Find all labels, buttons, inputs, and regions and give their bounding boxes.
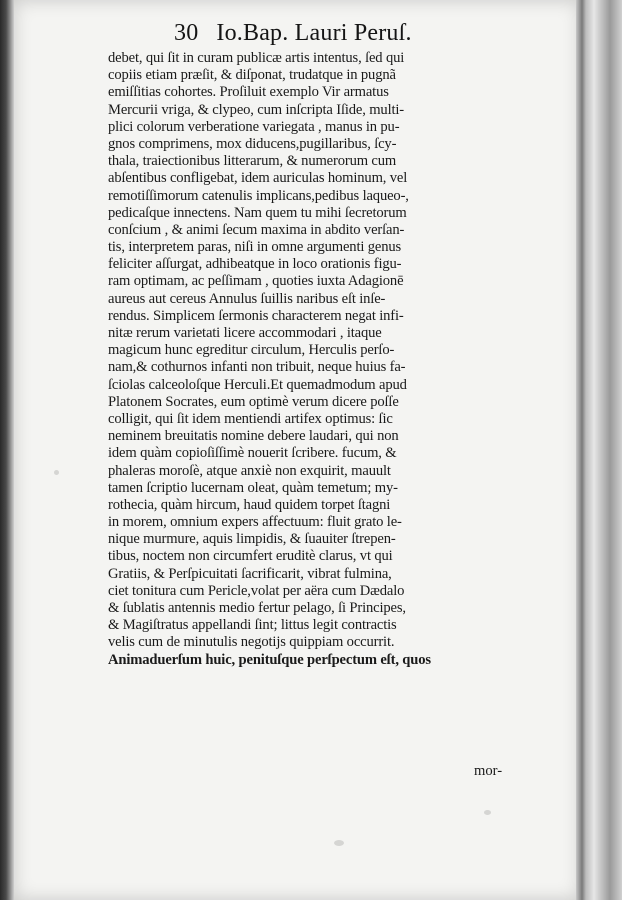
page-edge: [576, 0, 622, 900]
text-line: remotiſſimorum catenulis implicans,pedibus laqueo-,: [108, 187, 409, 204]
text-line: copiis etiam præſit, & diſponat, trudatque in pugnã: [108, 67, 396, 84]
paper-speck: [334, 840, 344, 846]
text-line: & ſublatis antennis medio fertur pelago, ſi Principes,: [108, 600, 406, 616]
text-line: velis cum de minutulis negotijs quippiam occurrit.: [108, 634, 395, 651]
text-line: tibus, noctem non circumfert eruditè clarus, vt qui: [108, 548, 393, 565]
text-line: rendus. Simplicem ſermonis characterem negat infi-: [108, 307, 404, 324]
text-line: ciet tonitura cum Pericle,volat per aëra cum Dædalo: [108, 582, 405, 599]
text-line: thala, traiectionibus litterarum, & numerorum cum: [108, 153, 397, 170]
text-line: pedicaſque innectens. Nam quem tu mihi ſecretorum: [108, 204, 407, 221]
text-line: plici colorum verberatione variegata , manus in pu-: [108, 118, 400, 135]
body-text: [108, 50, 568, 669]
text-line: emiſſitias cohortes. Proſiluit exemplo Vir armatus: [108, 84, 389, 101]
text-line: debet, qui ſit in curam publicæ artis intentus, ſed qui: [108, 50, 405, 66]
binding-edge: [0, 0, 14, 900]
text-line: neminem breuitatis nomine debere laudari, qui non: [108, 428, 399, 445]
text-line: tis, interpretem paras, niſi in omne argumenti genus: [108, 239, 402, 256]
text-line: colligit, qui ſit idem mentiendi artifex optimus: ſic: [108, 410, 393, 427]
text-line: tamen ſcriptio lucernam oleat, quàm temetum; my-: [108, 479, 398, 496]
text-line: aureus aut cereus Annulus ſuillis naribus eſt inſe-: [108, 290, 386, 307]
catchword: mor-: [474, 763, 503, 779]
text-line: & Magiſtratus appellandi ſint; littus legit contractis: [108, 617, 397, 634]
paper-speck: [484, 810, 491, 815]
text-line: Gratiis, & Perſpicuitati ſacrificarit, vibrat fulmina,: [108, 565, 392, 582]
running-head-title: Io.Bap. Lauri Peruſ.: [216, 20, 412, 46]
text-line: ram optimam, ac peſſimam , quoties iuxta Adagionē: [108, 273, 404, 290]
text-line: nam,& cothurnos infanti non tribuit, neque huius fa-: [108, 359, 406, 376]
page-sheet: [14, 0, 580, 900]
paper-speck: [54, 470, 59, 475]
text-line: Mercurii vriga, & clypeo, cum inſcripta Iſide, multi-: [108, 101, 404, 118]
text-line: abſentibus confligebat, idem auriculas hominum, vel: [108, 170, 408, 187]
text-line: magicum hunc egreditur circulum, Herculis perſo-: [108, 342, 395, 359]
text-line: Animaduerſum huic, penituſque perſpectum eſt, quos: [108, 651, 431, 668]
text-line: conſcium , & animi ſecum maxima in abdito verſan-: [108, 221, 405, 238]
text-line: nique murmure, aquis limpidis, & ſuauiter ſtrepen-: [108, 531, 396, 548]
text-line: nitæ rerum varietati licere accommodari , itaque: [108, 325, 382, 341]
text-line: feliciter aſſurgat, adhibeatque in loco orationis figu-: [108, 256, 402, 273]
text-line: in morem, omnium expers affectuum: fluit grato le-: [108, 514, 402, 531]
text-line: phaleras moroſè, atque anxiè non exquirit, mauult: [108, 462, 391, 479]
text-line: rothecia, quàm hircum, haud quidem torpet ſtagni: [108, 496, 391, 513]
page-number: 30: [174, 20, 199, 46]
text-line: ſciolas calceoloſque Herculi.Et quemadmodum apud: [108, 376, 407, 393]
text-line: idem quàm copioſiſſimè nouerit ſcribere. fucum, &: [108, 445, 397, 462]
text-line: Platonem Socrates, eum optimè verum dicere poſſe: [108, 393, 399, 410]
text-line: gnos comprimens, mox diducens,pugillaribus, ſcy-: [108, 135, 397, 152]
running-header: [174, 20, 412, 47]
